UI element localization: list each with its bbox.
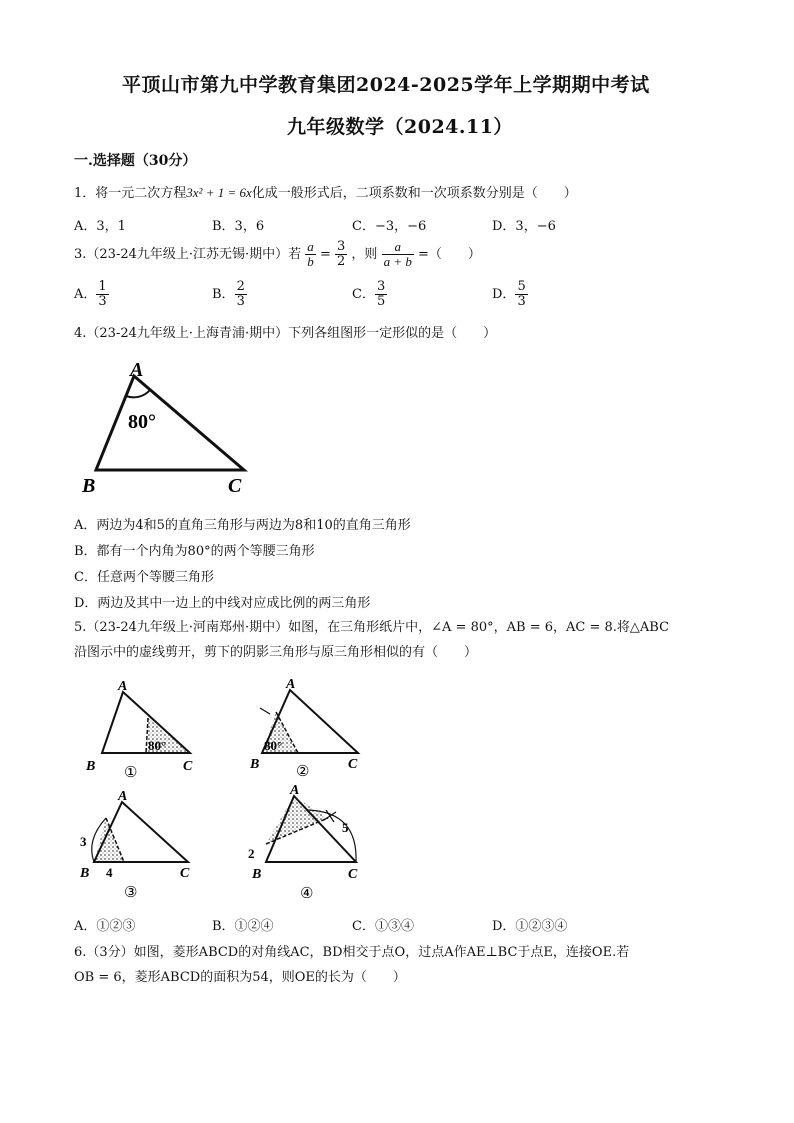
question-5-figure-1	[80, 678, 205, 784]
svg-text:A: A	[118, 790, 128, 804]
svg-text:A: A	[286, 678, 296, 692]
question-1-text-b: 化成一般形式后，二项系数和一次项系数分别是（ ）	[251, 186, 577, 201]
svg-text:④: ④	[300, 886, 314, 902]
svg-text:①: ①	[124, 765, 138, 781]
question-1-option-d: D．3，−6	[492, 219, 556, 234]
question-5-figure-3	[76, 790, 201, 904]
question-4-triangle-figure	[70, 358, 270, 500]
svg-text:4: 4	[106, 865, 113, 880]
question-3-fraction-ab: $\frac{a}{b}$	[307, 239, 314, 269]
question-4-option-a: A．两边为4和5的直角三角形与两边为8和10的直角三角形	[74, 518, 411, 533]
svg-text:②: ②	[296, 764, 310, 780]
svg-text:B: B	[86, 759, 96, 774]
page-title: 平顶山市第九中学教育集团2024-2025学年上学期期中考试	[122, 74, 650, 96]
question-3-option-b: B． $\frac{2}{3}$	[212, 279, 245, 309]
question-4: 4.（23-24九年级上·上海青浦·期中）下列各组图形一定形似的是（ ）	[74, 326, 497, 341]
question-5-line-2: 沿图示中的虚线剪开，剪下的阴影三角形与原三角形相似的有（ ）	[74, 645, 478, 660]
question-1-option-a: A．3，1	[74, 219, 126, 234]
question-3	[74, 240, 481, 269]
svg-text:B: B	[252, 867, 262, 882]
svg-text:80°: 80°	[148, 738, 167, 753]
vertex-c-label: C	[228, 475, 242, 497]
question-5-line-1: 5.（23-24九年级上·河南郑州·期中）如图，在三角形纸片中，∠A = 80°，AB = 6，AC = 8.将△ABC	[74, 620, 670, 635]
angle-label: 80°	[128, 411, 156, 433]
svg-text:5: 5	[342, 820, 349, 835]
question-4-option-d: D．两边及其中一边上的中线对应成比例的两三角形	[74, 596, 371, 611]
question-5-figure-2	[250, 678, 375, 784]
question-5-option-c: C．①③④	[352, 919, 414, 934]
svg-text:C: C	[348, 757, 358, 772]
svg-text:C: C	[183, 759, 193, 774]
question-3-text-b: ，则	[351, 247, 378, 262]
question-4-option-c: C．任意两个等腰三角形	[74, 570, 214, 585]
question-1-equation: 3x² + 1 = 6x	[186, 185, 252, 200]
svg-text:A: A	[118, 679, 128, 694]
question-5-figure-4	[248, 782, 373, 904]
svg-text:3: 3	[80, 834, 87, 849]
svg-text:C: C	[348, 867, 358, 882]
question-3-equals: =	[319, 247, 331, 262]
question-3-text-c: =（ ）	[417, 247, 481, 262]
vertex-b-label: B	[82, 475, 96, 497]
vertex-a-label: A	[130, 359, 144, 381]
svg-text:2: 2	[248, 846, 255, 861]
section-heading: 一.选择题（30分）	[74, 153, 197, 169]
question-5-option-d: D．①②③④	[492, 919, 568, 934]
question-6-line-2: OB = 6，菱形ABCD的面积为54，则OE的长为（ ）	[74, 970, 406, 985]
question-3-fraction-32: $\frac{3}{2}$	[336, 239, 346, 269]
question-1	[74, 182, 577, 201]
svg-text:C: C	[180, 866, 190, 881]
question-1-text-a: 1．将一元二次方程	[74, 186, 187, 201]
question-1-option-c: C．−3，−6	[352, 219, 427, 234]
svg-text:③: ③	[124, 885, 138, 901]
svg-text:80°: 80°	[264, 738, 283, 753]
question-3-option-a: A． $\frac{1}{3}$	[74, 279, 107, 309]
svg-text:B: B	[80, 866, 90, 881]
question-3-option-c: C． $\frac{3}{5}$	[352, 279, 386, 309]
question-3-text-a: 3.（23-24九年级上·江苏无锡·期中）若	[74, 247, 302, 262]
question-5-option-a: A．①②③	[74, 919, 136, 934]
question-3-option-d: D． $\frac{5}{3}$	[492, 279, 526, 309]
question-4-option-b: B．都有一个内角为80°的两个等腰三角形	[74, 544, 315, 559]
page-subtitle: 九年级数学（2024.11）	[287, 116, 513, 138]
question-6-line-1: 6.（3分）如图，菱形ABCD的对角线AC，BD相交于点O，过点A作AE⊥BC于点E，连接OE.若	[74, 945, 630, 960]
question-3-fraction-target: $\frac{a}{a + b}$	[383, 239, 412, 269]
question-5-option-b: B．①②④	[212, 919, 274, 934]
svg-text:B: B	[250, 757, 260, 772]
svg-text:A: A	[290, 783, 300, 798]
question-1-option-b: B．3，6	[212, 219, 265, 234]
